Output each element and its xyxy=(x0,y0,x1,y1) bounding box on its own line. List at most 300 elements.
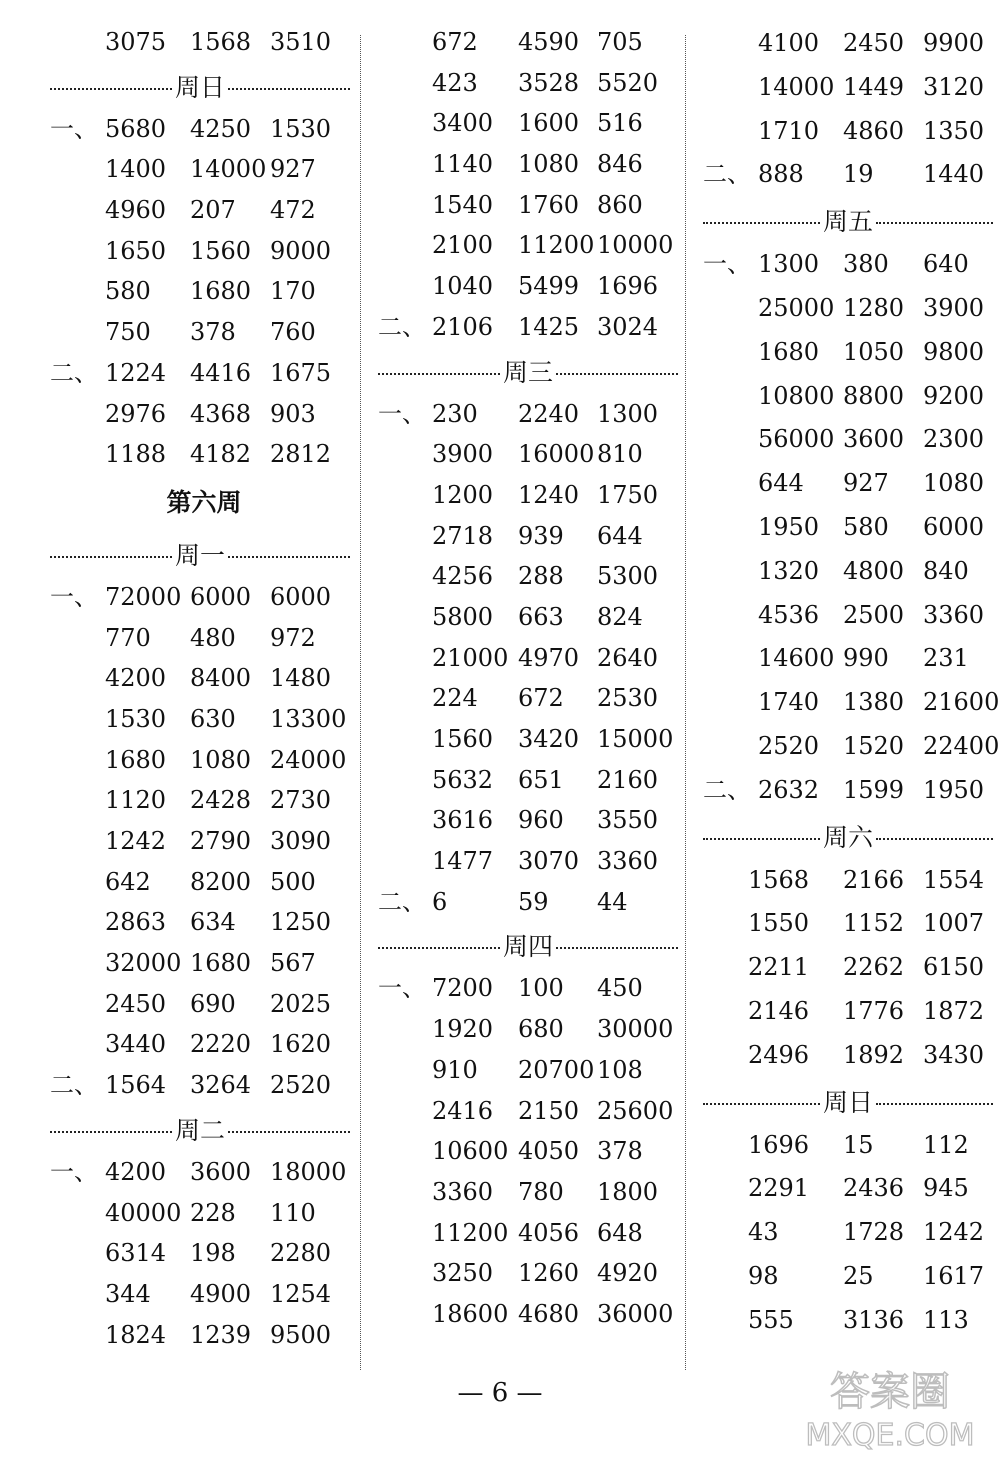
answer-value: 640 xyxy=(923,250,969,279)
answer-row xyxy=(50,312,350,353)
answer-value: 1350 xyxy=(923,116,985,145)
answer-value: 2632 xyxy=(758,775,820,804)
answer-value: 24000 xyxy=(270,745,347,774)
answer-value: 2520 xyxy=(758,731,820,760)
answer-value: 6000 xyxy=(270,582,332,611)
answer-value: 1242 xyxy=(923,1218,985,1247)
answer-value: 555 xyxy=(748,1305,794,1334)
answer-row xyxy=(703,1167,993,1211)
answer-value: 1696 xyxy=(748,1130,810,1159)
answer-value: 1760 xyxy=(518,190,580,219)
answer-value: 672 xyxy=(432,28,478,56)
answer-value: 634 xyxy=(190,908,236,937)
answer-row xyxy=(378,1091,678,1132)
answer-value: 760 xyxy=(270,318,316,347)
answer-value: 4800 xyxy=(843,556,905,585)
answer-value: 1710 xyxy=(758,116,820,145)
answer-value: 11200 xyxy=(432,1218,509,1247)
answer-value: 288 xyxy=(518,562,564,591)
answer-value: 648 xyxy=(597,1218,643,1247)
section-marker: 二、 xyxy=(50,358,98,387)
answer-value: 2520 xyxy=(270,1071,332,1100)
dotted-leader xyxy=(228,88,350,90)
answer-value: 198 xyxy=(190,1239,236,1268)
answer-value: 1680 xyxy=(190,277,252,306)
answer-row xyxy=(703,462,993,506)
answer-row xyxy=(703,550,993,594)
answer-row xyxy=(703,1124,993,1168)
answer-row xyxy=(50,740,350,781)
answer-row xyxy=(703,506,993,550)
answer-value: 2100 xyxy=(432,231,494,260)
watermark-top: 答案圈 xyxy=(830,1369,950,1415)
day-label: 周日 xyxy=(823,1087,874,1117)
section-marker: 一、 xyxy=(50,114,98,143)
answer-row xyxy=(50,780,350,821)
answer-value: 5499 xyxy=(518,272,580,301)
answer-column-2 xyxy=(378,22,678,1335)
dotted-leader xyxy=(50,88,172,90)
answer-value: 927 xyxy=(843,469,889,498)
answer-value: 1239 xyxy=(190,1320,252,1349)
answer-value: 1240 xyxy=(518,480,580,509)
day-header xyxy=(703,813,993,859)
answer-value: 1440 xyxy=(923,160,985,189)
day-label: 周五 xyxy=(823,207,874,237)
answer-value: 644 xyxy=(758,469,804,498)
answer-value: 1740 xyxy=(758,688,820,717)
answer-value: 224 xyxy=(432,684,478,713)
answer-value: 2500 xyxy=(843,600,905,629)
answer-row xyxy=(703,990,993,1034)
answer-value: 9000 xyxy=(270,236,332,265)
answer-value: 110 xyxy=(270,1198,316,1227)
answer-value: 10600 xyxy=(432,1137,509,1166)
answer-value: 21000 xyxy=(432,643,509,672)
answer-value: 580 xyxy=(843,512,889,541)
answer-value: 1250 xyxy=(270,908,332,937)
answer-row xyxy=(50,271,350,312)
answer-value: 2146 xyxy=(748,996,810,1025)
answer-row xyxy=(378,1131,678,1172)
answer-value: 20700 xyxy=(518,1055,595,1084)
answer-row xyxy=(378,556,678,597)
answer-value: 40000 xyxy=(105,1198,182,1227)
answer-value: 1260 xyxy=(518,1259,580,1288)
answer-row xyxy=(50,902,350,943)
dotted-leader xyxy=(556,947,678,949)
dotted-leader xyxy=(876,222,993,224)
answer-value: 3510 xyxy=(270,28,332,56)
day-label: 周一 xyxy=(175,540,226,570)
answer-row xyxy=(703,946,993,990)
answer-value: 378 xyxy=(597,1137,643,1166)
answer-row xyxy=(50,434,350,475)
answer-value: 1449 xyxy=(843,72,905,101)
answer-row xyxy=(378,760,678,801)
answer-row xyxy=(50,394,350,435)
answer-value: 2280 xyxy=(270,1239,332,1268)
answer-value: 1675 xyxy=(270,358,332,387)
answer-value: 2976 xyxy=(105,399,167,428)
answer-value: 2106 xyxy=(432,312,494,341)
answer-value: 2790 xyxy=(190,827,252,855)
answer-value: 19 xyxy=(843,160,874,189)
answer-value: 1120 xyxy=(105,786,167,815)
day-header xyxy=(378,348,678,394)
answer-value: 380 xyxy=(843,250,889,279)
answer-value: 21600 xyxy=(923,688,1000,717)
answer-value: 1800 xyxy=(597,1177,659,1206)
answer-value: 2812 xyxy=(270,440,332,469)
answer-value: 1520 xyxy=(843,731,905,760)
answer-value: 228 xyxy=(190,1198,236,1227)
answer-row xyxy=(378,307,678,348)
answer-value: 230 xyxy=(432,399,478,428)
dotted-leader xyxy=(703,222,820,224)
answer-value: 927 xyxy=(270,155,316,184)
answer-value: 8400 xyxy=(190,664,252,693)
answer-value: 25 xyxy=(843,1261,874,1290)
answer-value: 516 xyxy=(597,109,643,138)
answer-value: 840 xyxy=(923,556,969,585)
answer-value: 14000 xyxy=(758,72,835,101)
answer-value: 1620 xyxy=(270,1030,332,1059)
answer-value: 5520 xyxy=(597,68,659,97)
answer-value: 2025 xyxy=(270,989,332,1018)
answer-value: 1530 xyxy=(270,114,332,143)
answer-value: 910 xyxy=(432,1055,478,1084)
answer-row xyxy=(703,418,993,462)
answer-value: 72000 xyxy=(105,582,182,611)
dotted-leader xyxy=(703,838,820,840)
answer-row xyxy=(378,597,678,638)
answer-value: 1188 xyxy=(105,440,167,469)
answer-row xyxy=(703,637,993,681)
answer-value: 1950 xyxy=(758,512,820,541)
answer-value: 4900 xyxy=(190,1279,252,1308)
answer-row xyxy=(50,618,350,659)
answer-row xyxy=(50,109,350,150)
answer-value: 1300 xyxy=(758,250,820,279)
answer-value: 960 xyxy=(518,806,564,835)
answer-row xyxy=(703,375,993,419)
answer-row xyxy=(703,22,993,66)
answer-row xyxy=(50,1233,350,1274)
dotted-leader xyxy=(50,556,172,558)
answer-value: 9500 xyxy=(270,1320,332,1349)
answer-value: 4368 xyxy=(190,399,252,428)
answer-value: 4056 xyxy=(518,1218,580,1247)
answer-value: 860 xyxy=(597,190,643,219)
dotted-leader xyxy=(228,556,350,558)
answer-value: 1680 xyxy=(758,337,820,366)
answer-row xyxy=(703,1211,993,1255)
answer-row xyxy=(378,266,678,307)
answer-value: 2450 xyxy=(843,29,905,57)
answer-value: 3120 xyxy=(923,72,985,101)
answer-value: 1650 xyxy=(105,236,167,265)
answer-row xyxy=(50,699,350,740)
answer-value: 30000 xyxy=(597,1015,674,1044)
answer-value: 1080 xyxy=(190,745,252,774)
answer-row xyxy=(378,719,678,760)
answer-value: 846 xyxy=(597,150,643,179)
answer-value: 231 xyxy=(923,644,969,673)
answer-value: 207 xyxy=(190,196,236,225)
answer-value: 1560 xyxy=(190,236,252,265)
answer-value: 663 xyxy=(518,602,564,631)
answer-value: 3550 xyxy=(597,806,659,835)
answer-row xyxy=(378,185,678,226)
answer-column-1 xyxy=(50,22,350,1355)
answer-value: 25000 xyxy=(758,293,835,322)
answer-value: 1892 xyxy=(843,1040,905,1069)
answer-value: 25600 xyxy=(597,1096,674,1125)
answer-value: 1568 xyxy=(748,865,810,894)
watermark-bottom: MXQE.COM xyxy=(805,1418,975,1452)
section-marker: 二、 xyxy=(378,887,426,916)
section-marker: 一、 xyxy=(378,974,426,1003)
answer-value: 1007 xyxy=(923,909,985,938)
answer-value: 6 xyxy=(432,887,448,916)
answer-value: 22400 xyxy=(923,731,1000,760)
answer-row xyxy=(378,103,678,144)
answer-value: 972 xyxy=(270,623,316,652)
answer-row xyxy=(378,1253,678,1294)
answer-value: 3024 xyxy=(597,312,659,341)
answer-row xyxy=(378,1009,678,1050)
answer-value: 423 xyxy=(432,68,478,97)
answer-value: 44 xyxy=(597,887,628,916)
answer-value: 9800 xyxy=(923,337,985,366)
answer-value: 112 xyxy=(923,1130,969,1159)
answer-value: 98 xyxy=(748,1261,779,1290)
section-marker: 二、 xyxy=(378,312,426,341)
answer-value: 651 xyxy=(518,765,564,794)
dotted-leader xyxy=(556,373,678,375)
answer-value: 1560 xyxy=(432,725,494,753)
answer-row xyxy=(703,681,1000,725)
answer-value: 3250 xyxy=(432,1259,494,1288)
answer-row xyxy=(378,225,678,266)
answer-value: 2436 xyxy=(843,1174,905,1203)
answer-value: 1776 xyxy=(843,996,905,1025)
answer-value: 113 xyxy=(923,1305,969,1334)
answer-value: 3090 xyxy=(270,827,332,855)
answer-row xyxy=(378,394,678,435)
answer-value: 4960 xyxy=(105,196,167,225)
answer-value: 3616 xyxy=(432,806,494,835)
answer-value: 378 xyxy=(190,318,236,347)
answer-value: 4680 xyxy=(518,1299,580,1328)
answer-row xyxy=(378,841,678,882)
answer-row xyxy=(378,516,678,557)
answer-value: 2530 xyxy=(597,684,659,713)
answer-value: 5680 xyxy=(105,114,167,143)
answer-value: 4182 xyxy=(190,440,252,469)
dotted-leader xyxy=(378,373,500,375)
answer-value: 5300 xyxy=(597,562,659,591)
answer-value: 1750 xyxy=(597,480,659,509)
answer-value: 1300 xyxy=(597,399,659,428)
answer-value: 15000 xyxy=(597,725,674,753)
answer-value: 2160 xyxy=(597,765,659,794)
answer-row xyxy=(50,984,350,1025)
answer-value: 1550 xyxy=(748,909,810,938)
answer-value: 1480 xyxy=(270,664,332,693)
answer-value: 3600 xyxy=(190,1157,252,1186)
answer-value: 1320 xyxy=(758,556,820,585)
answer-row xyxy=(703,153,993,197)
answer-value: 1540 xyxy=(432,190,494,219)
answer-value: 1477 xyxy=(432,847,494,876)
answer-value: 1680 xyxy=(105,745,167,774)
answer-row xyxy=(703,66,993,110)
answer-value: 36000 xyxy=(597,1299,674,1328)
answer-value: 2496 xyxy=(748,1040,810,1069)
answer-value: 1380 xyxy=(843,688,905,717)
answer-value: 3400 xyxy=(432,109,494,138)
dotted-leader xyxy=(50,1131,172,1133)
answer-value: 170 xyxy=(270,277,316,306)
answer-value: 6000 xyxy=(923,512,985,541)
answer-value: 1152 xyxy=(843,909,905,938)
answer-value: 1530 xyxy=(105,704,167,733)
answer-value: 4200 xyxy=(105,1157,167,1186)
answer-value: 3136 xyxy=(843,1305,905,1334)
day-label: 周日 xyxy=(175,72,226,102)
answer-value: 2450 xyxy=(105,989,167,1018)
answer-value: 11200 xyxy=(518,231,595,260)
answer-row xyxy=(703,769,993,813)
answer-value: 750 xyxy=(105,318,151,347)
answer-value: 43 xyxy=(748,1218,779,1247)
answer-value: 472 xyxy=(270,196,316,225)
day-label: 周二 xyxy=(175,1115,226,1145)
answer-value: 630 xyxy=(190,704,236,733)
answer-value: 8200 xyxy=(190,867,252,896)
answer-value: 1617 xyxy=(923,1261,985,1290)
answer-value: 100 xyxy=(518,974,564,1003)
answer-value: 3430 xyxy=(923,1040,985,1069)
answer-value: 4920 xyxy=(597,1259,659,1288)
answer-value: 2730 xyxy=(270,786,332,815)
answer-value: 3360 xyxy=(597,847,659,876)
answer-value: 59 xyxy=(518,887,549,916)
answer-value: 644 xyxy=(597,521,643,550)
section-marker: 一、 xyxy=(378,399,426,428)
answer-row xyxy=(378,475,678,516)
section-marker: 一、 xyxy=(703,250,751,279)
answer-value: 18600 xyxy=(432,1299,509,1328)
answer-value: 9900 xyxy=(923,29,985,57)
answer-value: 344 xyxy=(105,1279,151,1308)
answer-value: 1599 xyxy=(843,775,905,804)
answer-row xyxy=(50,1065,350,1106)
day-label: 周三 xyxy=(503,357,554,387)
column-divider xyxy=(685,35,686,1370)
answer-row xyxy=(703,859,993,903)
answer-row xyxy=(50,862,350,903)
answer-value: 1080 xyxy=(923,469,985,498)
answer-value: 1950 xyxy=(923,775,985,804)
answer-value: 1200 xyxy=(432,480,494,509)
answer-value: 1254 xyxy=(270,1279,332,1308)
dotted-leader xyxy=(876,838,993,840)
answer-value: 888 xyxy=(758,160,804,189)
answer-row xyxy=(378,1213,678,1254)
answer-value: 1224 xyxy=(105,358,167,387)
answer-value: 4200 xyxy=(105,664,167,693)
answer-value: 2300 xyxy=(923,425,985,454)
answer-value: 1140 xyxy=(432,150,494,179)
answer-value: 824 xyxy=(597,602,643,631)
answer-value: 580 xyxy=(105,277,151,306)
answer-value: 1568 xyxy=(190,28,252,56)
answer-value: 3528 xyxy=(518,68,580,97)
section-marker: 二、 xyxy=(703,775,751,804)
answer-value: 1696 xyxy=(597,272,659,301)
answer-value: 2150 xyxy=(518,1096,580,1125)
answer-row xyxy=(703,243,993,287)
answer-row xyxy=(378,882,678,923)
answer-row xyxy=(50,231,350,272)
answer-value: 2428 xyxy=(190,786,252,815)
dotted-leader xyxy=(228,1131,350,1133)
answer-row xyxy=(378,678,678,719)
answer-value: 705 xyxy=(597,28,643,56)
answer-value: 770 xyxy=(105,623,151,652)
column-divider xyxy=(360,35,361,1370)
answer-value: 14600 xyxy=(758,644,835,673)
answer-row xyxy=(378,144,678,185)
answer-value: 7200 xyxy=(432,974,494,1003)
answer-row xyxy=(50,821,350,862)
answer-row xyxy=(703,725,1000,769)
answer-value: 16000 xyxy=(518,440,595,469)
section-marker: 一、 xyxy=(50,1157,98,1186)
answer-value: 6000 xyxy=(190,582,252,611)
answer-value: 2640 xyxy=(597,643,659,672)
answer-row xyxy=(378,1294,678,1335)
answer-value: 1680 xyxy=(190,949,252,978)
answer-value: 3360 xyxy=(923,600,985,629)
answer-value: 2863 xyxy=(105,908,167,937)
answer-value: 10000 xyxy=(597,231,674,260)
answer-value: 4250 xyxy=(190,114,252,143)
answer-value: 450 xyxy=(597,974,643,1003)
answer-row xyxy=(50,658,350,699)
answer-row xyxy=(703,1034,993,1078)
answer-row xyxy=(378,1050,678,1091)
answer-value: 8800 xyxy=(843,381,905,410)
answer-value: 9200 xyxy=(923,381,985,410)
answer-value: 3075 xyxy=(105,28,167,56)
answer-row xyxy=(703,902,993,946)
answer-value: 500 xyxy=(270,867,316,896)
day-header xyxy=(50,1106,350,1152)
answer-row xyxy=(378,434,678,475)
answer-row xyxy=(50,1152,350,1193)
answer-value: 4050 xyxy=(518,1137,580,1166)
page-number: — 6 — xyxy=(457,1378,543,1408)
dotted-leader xyxy=(378,947,500,949)
answer-value: 990 xyxy=(843,644,889,673)
day-label: 周六 xyxy=(823,822,874,852)
answer-value: 14000 xyxy=(190,155,267,184)
answer-value: 3264 xyxy=(190,1071,252,1100)
